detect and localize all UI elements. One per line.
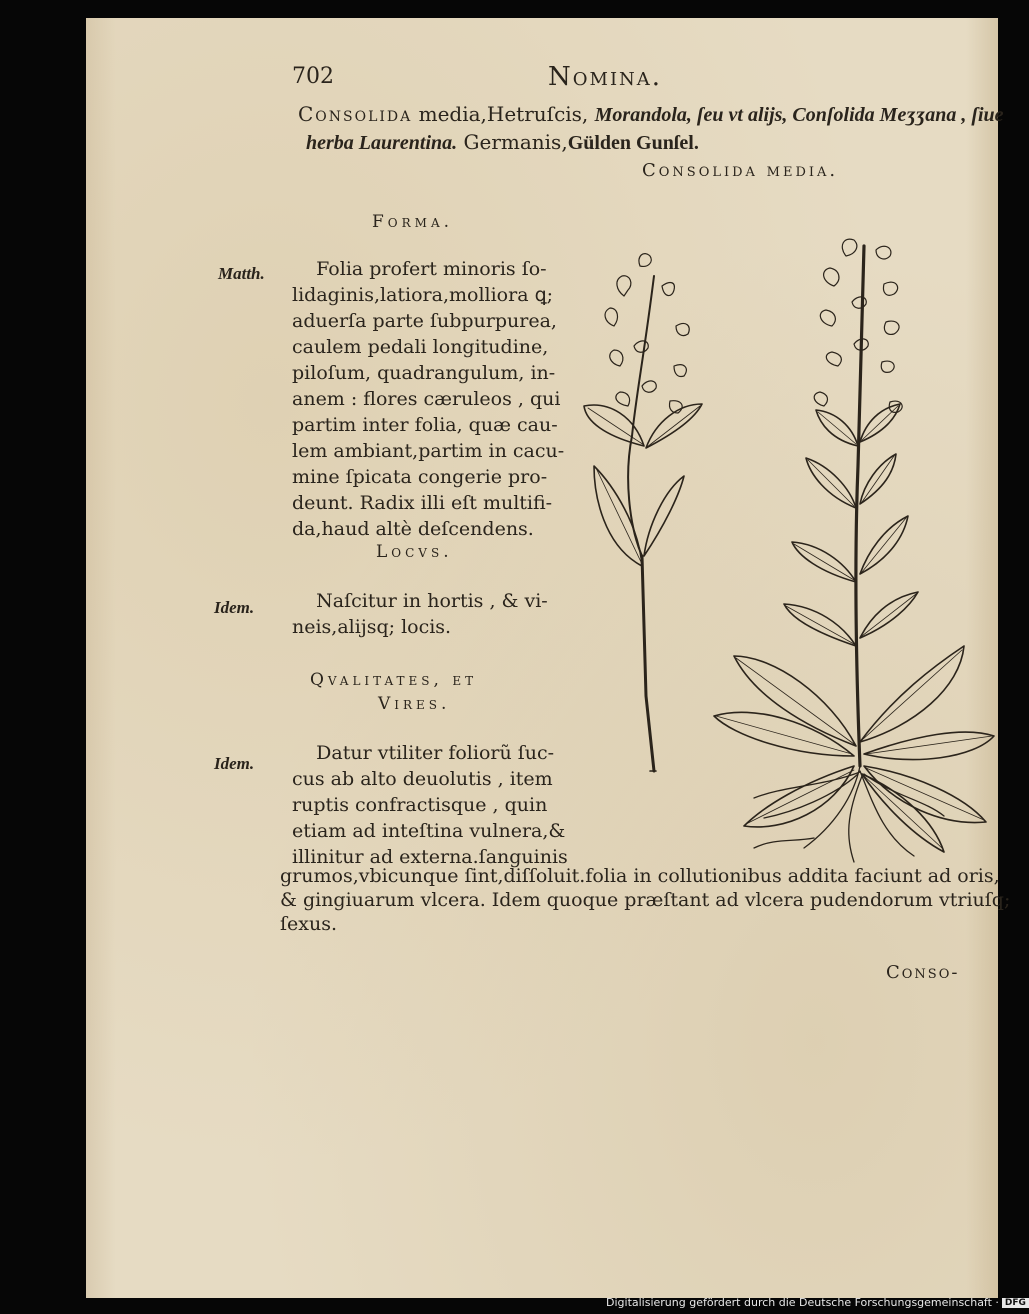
title-text: media,Hetruſcis, [412,102,595,126]
title-line-2 [306,130,699,155]
marginal-note-idem: Idem. [214,598,255,617]
text-line: lidaginis,latiora,molliora ꝗ; [292,284,554,306]
text-line: ſexus. [280,913,338,935]
running-header: Nomina. [548,62,663,92]
heading-vires: Vires. [378,694,451,714]
figure-caption: Consolida media. [642,160,839,181]
book-page [86,18,1011,1298]
title-line-1 [298,102,1004,127]
title-gunsel: Gülden Gunſel. [567,132,699,154]
title-germanis: Germanis, [457,130,568,154]
text-line: & gingiuarum vlcera. Idem quoque præſtant ad vlcera pudendorum vtriuſq; [280,889,1011,911]
text-line: partim inter folia, quæ cau- [292,414,558,436]
locus-text [292,588,548,640]
marginal-note-idem: Idem. [214,754,255,773]
title-herba: herba Laurentina. [306,132,458,154]
text-line: Folia profert minoris ſo- [292,258,547,280]
text-line: deunt. Radix illi eſt multifi- [292,492,553,514]
plant-woodcut-illustration [584,226,924,866]
text-line: caulem pedali longitudine, [292,336,549,358]
footer-text: Digitalisierung gefördert durch die Deutsche Forschungsgemeinschaft · [606,1296,999,1309]
marginal-note-matth: Matth. [218,264,265,283]
text-line: piloſum, quadrangulum, in- [292,362,556,384]
digitization-footer [606,1296,1029,1309]
text-line: grumos,vbicunque ſint,diſſoluit.folia in collutionibus addita faciunt ad oris, [280,865,1000,887]
title-italic: Morandola, ſeu vt alijs, Conſolida Me [594,104,907,126]
text-line: anem : flores cæruleos , qui [292,388,561,410]
qualitates-text-full-width [280,864,1010,936]
text-line: mine ſpicata congerie pro- [292,466,548,488]
text-line: lem ambiant,partim in cacu- [292,440,565,462]
text-line: neis,alijsq; locis. [292,616,452,638]
text-line: ruptis confractisque , quin [292,794,548,816]
dfg-logo: DFG [1002,1298,1029,1308]
text-line: aduerſa parte ſubpurpurea, [292,310,557,332]
text-line: cus ab alto deuolutis , item [292,768,553,790]
heading-locus: Locvs. [376,542,453,562]
title-word: Consolida [298,102,413,126]
text-line: Datur vtiliter foliorũ ſuc- [292,742,555,764]
heading-forma: Forma. [372,212,454,232]
catchword: Conso- [886,962,960,983]
title-zz: ʒʒ [906,104,926,126]
text-line: da,haud altè deſcendens. [292,518,534,540]
text-line: etiam ad inteſtina vulnera,& [292,820,566,842]
heading-qualitates: Qvalitates, et [310,670,478,690]
qualitates-text [292,740,568,870]
text-line: Naſcitur in hortis , & vi- [292,590,548,612]
title-italic-end: ana , ſiue [925,104,1004,126]
forma-text [292,256,564,542]
page-number: 702 [292,64,334,89]
text-line: illinitur ad externa.ſanguinis [292,846,568,868]
